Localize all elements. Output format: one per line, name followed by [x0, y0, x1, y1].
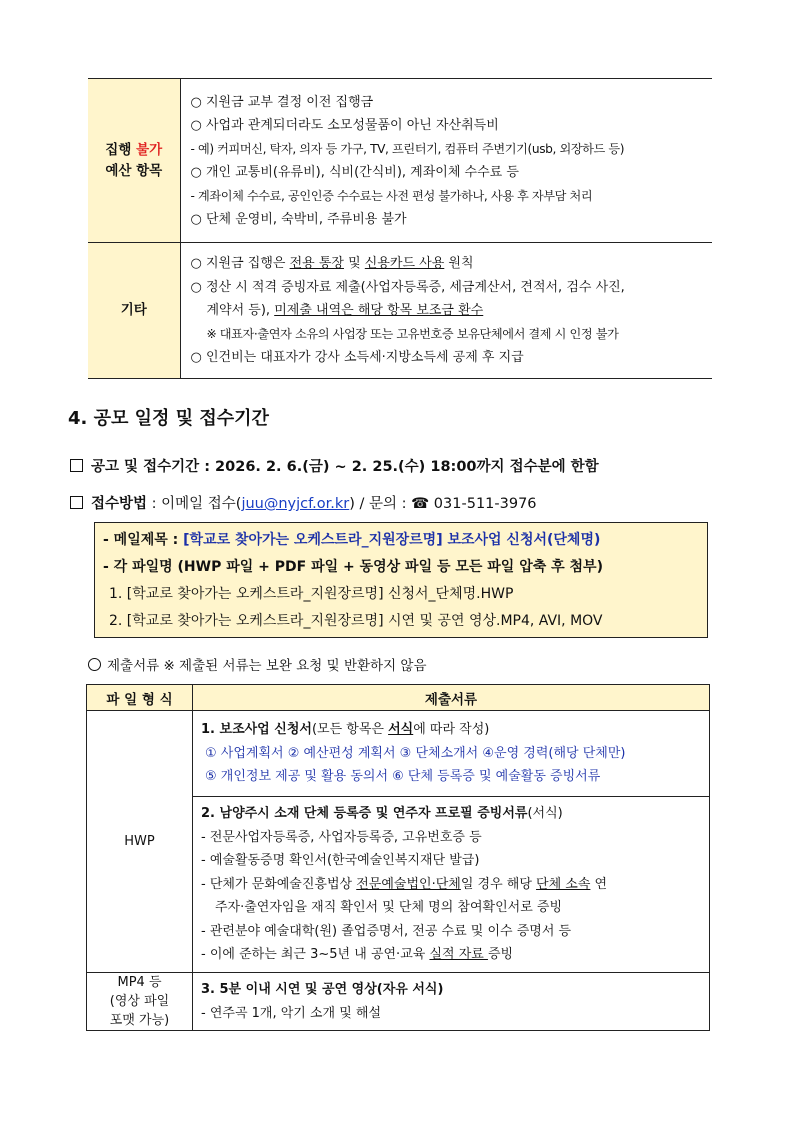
row-header-disallowed [88, 79, 180, 243]
list-item: ① 사업계획서 ② 예산편성 계획서 ③ 단체소개서 ④운영 경력(해당 단체만) [205, 745, 626, 761]
table-header-row [87, 685, 710, 711]
row-content [180, 243, 712, 379]
header-red-text: 불가 [136, 141, 163, 158]
list-item: ○ 사업과 관계되더라도 소모성물품이 아닌 자산취득비 [190, 118, 499, 133]
list-item: ○ 인건비는 대표자가 강사 소득세·지방소득세 공제 후 지급 [190, 350, 524, 366]
doc-title: 1. 보조사업 신청서(모든 항목은 서식에 따라 작성) [201, 722, 490, 738]
row-header-etc: 기타 [88, 243, 180, 379]
table-row [87, 711, 710, 797]
file-name-line: 2. [학교로 찾아가는 오케스트라_지원장르명] 시연 및 공연 영상.MP4, AVI, MOV [109, 613, 603, 629]
mail-instruction-box [94, 522, 708, 638]
format-cell-mp4: MP4 등 (영상 파일 포맷 가능) [87, 973, 193, 1031]
email-link[interactable]: juu@nyjcf.or.kr [241, 496, 350, 512]
table-row [87, 973, 710, 1031]
list-item: - 전문사업자등록증, 사업자등록증, 고유번호증 등 [201, 829, 482, 845]
list-item: - 예) 커피머신, 탁자, 의자 등 가구, TV, 프린터기, 컴퓨터 주변기기(usb, 외장하드 등) [190, 141, 625, 156]
file-rule-line: - 각 파일명 (HWP 파일 + PDF 파일 + 동영상 파일 등 모든 파일 압축 후 첨부) [103, 559, 603, 575]
list-item: 계약서 등), 미제출 내역은 해당 항목 보조금 환수 [206, 303, 484, 319]
row-content [180, 79, 712, 243]
method-line: 접수방법 : 이메일 접수(juu@nyjcf.or.kr) / 문의 : ☎ 031-511-3976 [70, 492, 537, 513]
period-line: 공고 및 접수기간 : 2026. 2. 6.(금) ~ 2. 25.(수) 18:00까지 접수분에 한함 [70, 455, 599, 476]
doc-title: 2. 남양주시 소재 단체 등록증 및 연주자 프로필 증빙서류(서식) [201, 806, 563, 822]
file-name-line: 1. [학교로 찾아가는 오케스트라_지원장르명] 신청서_단체명.HWP [109, 586, 514, 602]
list-item: - 단체가 문화예술진흥법상 전문예술법인·단체일 경우 해당 단체 소속 연 [201, 876, 608, 892]
format-cell-hwp: HWP [87, 711, 193, 973]
list-item: 주자·출연자임을 재직 확인서 및 단체 명의 참여확인서로 증빙 [215, 900, 563, 916]
header-text: 집행 [105, 141, 137, 158]
doc-title: 3. 5분 이내 시연 및 공연 영상(자유 서식) [201, 982, 444, 997]
checkbox-square-icon [70, 496, 83, 509]
list-item: - 연주곡 1개, 악기 소개 및 해설 [201, 1005, 382, 1021]
doc-cell [193, 711, 710, 797]
list-item: - 이에 준하는 최근 3~5년 내 공연·교육 실적 자료 증빙 [201, 947, 514, 963]
budget-restriction-table [88, 78, 712, 379]
header-text: 예산 항목 [105, 162, 163, 179]
list-item: ○ 정산 시 적격 증빙자료 제출(사업자등록증, 세금계산서, 견적서, 검수 사진, [190, 279, 625, 295]
table-row [88, 79, 712, 243]
doc-cell [193, 797, 710, 973]
column-header-format: 파 일 형 식 [87, 685, 193, 711]
list-item: - 예술활동증명 확인서(한국예술인복지재단 발급) [201, 853, 480, 869]
phone-icon: ☎ [411, 496, 430, 512]
list-item: ○ 지원금 교부 결정 이전 집행금 [190, 94, 374, 110]
circle-bullet-icon [88, 658, 101, 671]
list-item: ⑤ 개인정보 제공 및 활용 동의서 ⑥ 단체 등록증 및 예술활동 증빙서류 [205, 769, 601, 785]
list-item: - 계좌이체 수수료, 공인인증 수수료는 사전 편성 불가하나, 사용 후 자부담 처리 [190, 188, 593, 203]
list-item: - 관련분야 예술대학(원) 졸업증명서, 전공 수료 및 이수 증명서 등 [201, 923, 572, 939]
list-item: ※ 대표자·출연자 소유의 사업장 또는 고유번호증 보유단체에서 결제 시 인정 불가 [206, 326, 619, 341]
docs-note: 제출서류 ※ 제출된 서류는 보완 요청 및 반환하지 않음 [88, 654, 427, 674]
section-title: 4. 공모 일정 및 접수기간 [68, 408, 269, 429]
list-item: ○ 단체 운영비, 숙박비, 주류비용 불가 [190, 212, 407, 227]
checkbox-square-icon [70, 459, 83, 472]
doc-cell [193, 973, 710, 1031]
table-row [88, 243, 712, 379]
submission-docs-table [86, 684, 710, 1031]
list-item: ○ 지원금 집행은 전용 통장 및 신용카드 사용 원칙 [190, 256, 474, 272]
list-item: ○ 개인 교통비(유류비), 식비(간식비), 계좌이체 수수료 등 [190, 165, 519, 180]
column-header-docs: 제출서류 [193, 685, 710, 711]
mail-subject-line: - 메일제목 : [학교로 찾아가는 오케스트라_지원장르명] 보조사업 신청서(단체명) [103, 532, 601, 548]
